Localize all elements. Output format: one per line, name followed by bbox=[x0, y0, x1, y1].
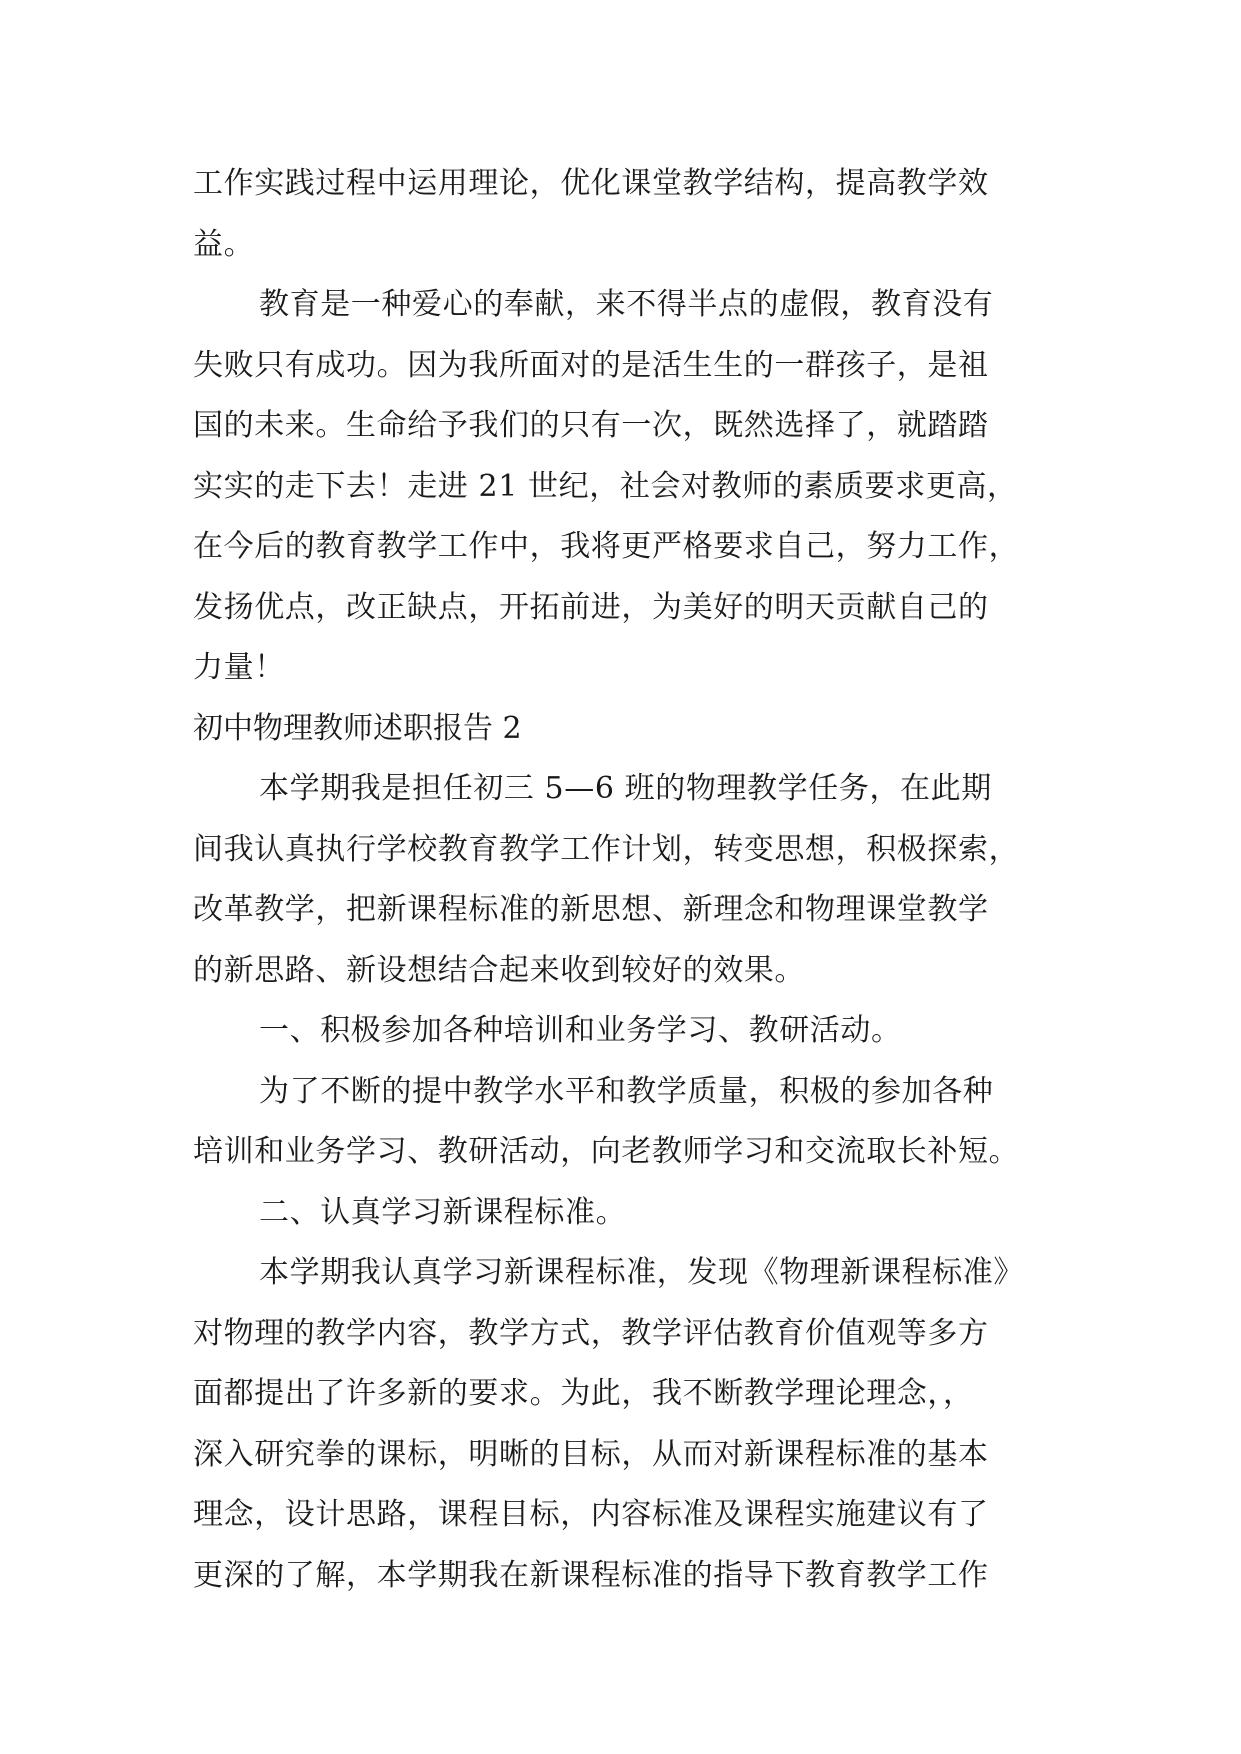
text-line: 力量！ bbox=[193, 650, 285, 685]
text-line: 理念，设计思路，课程目标，内容标准及课程实施建议有了 bbox=[193, 1497, 989, 1532]
paragraph-first-line: 为了不断的提中教学水平和教学质量，积极的参加各种 bbox=[259, 1073, 994, 1109]
document-body bbox=[193, 154, 1053, 1606]
text-line: 深入研究拳的课标，明晰的目标，从而对新课程标准的基本 bbox=[193, 1436, 989, 1472]
text-line: 的新思路、新设想结合起来收到较好的效果。 bbox=[193, 952, 805, 988]
text-line: 在今后的教育教学工作中，我将更严格要求自己，努力工作， bbox=[193, 529, 1020, 564]
text-line: 实实的走下去！走进 21 世纪，社会对教师的素质要求更高， bbox=[193, 468, 1018, 504]
text-line: 改革教学，把新课程标准的新思想、新理念和物理课堂教学 bbox=[193, 892, 989, 927]
subheading-one: 一、积极参加各种培训和业务学习、教研活动。 bbox=[259, 1013, 902, 1048]
paragraph-first-line: 本学期我认真学习新课程标准，发现《物理新课程标准》 bbox=[259, 1255, 1024, 1290]
text-line: 发扬优点，改正缺点，开拓前进，为美好的明天贡献自己的 bbox=[193, 589, 989, 625]
subheading-two: 二、认真学习新课程标准。 bbox=[259, 1194, 627, 1230]
text-line: 更深的了解，本学期我在新课程标准的指导下教育教学工作 bbox=[193, 1557, 989, 1593]
text-line: 益。 bbox=[193, 226, 255, 262]
text-line: 培训和业务学习、教研活动，向老教师学习和交流取长补短。 bbox=[193, 1134, 1020, 1169]
section-heading: 初中物理教师述职报告 2 bbox=[193, 710, 522, 746]
text-line: 国的未来。生命给予我们的只有一次，既然选择了，就踏踏 bbox=[193, 408, 989, 443]
paragraph-first-line: 本学期我是担任初三 5—6 班的物理教学任务，在此期 bbox=[259, 771, 992, 806]
text-line: 工作实践过程中运用理论，优化课堂教学结构，提高教学效 bbox=[193, 166, 989, 201]
text-line: 间我认真执行学校教育教学工作计划，转变思想，积极探索， bbox=[193, 831, 1020, 867]
paragraph-first-line: 教育是一种爱心的奉献，来不得半点的虚假，教育没有 bbox=[259, 287, 994, 322]
text-line: 失败只有成功。因为我所面对的是活生生的一群孩子，是祖 bbox=[193, 347, 989, 383]
text-line: 对物理的教学内容，教学方式，教学评估教育价值观等多方 bbox=[193, 1315, 989, 1351]
text-line: 面都提出了许多新的要求。为此，我不断教学理论理念，， bbox=[193, 1376, 974, 1411]
